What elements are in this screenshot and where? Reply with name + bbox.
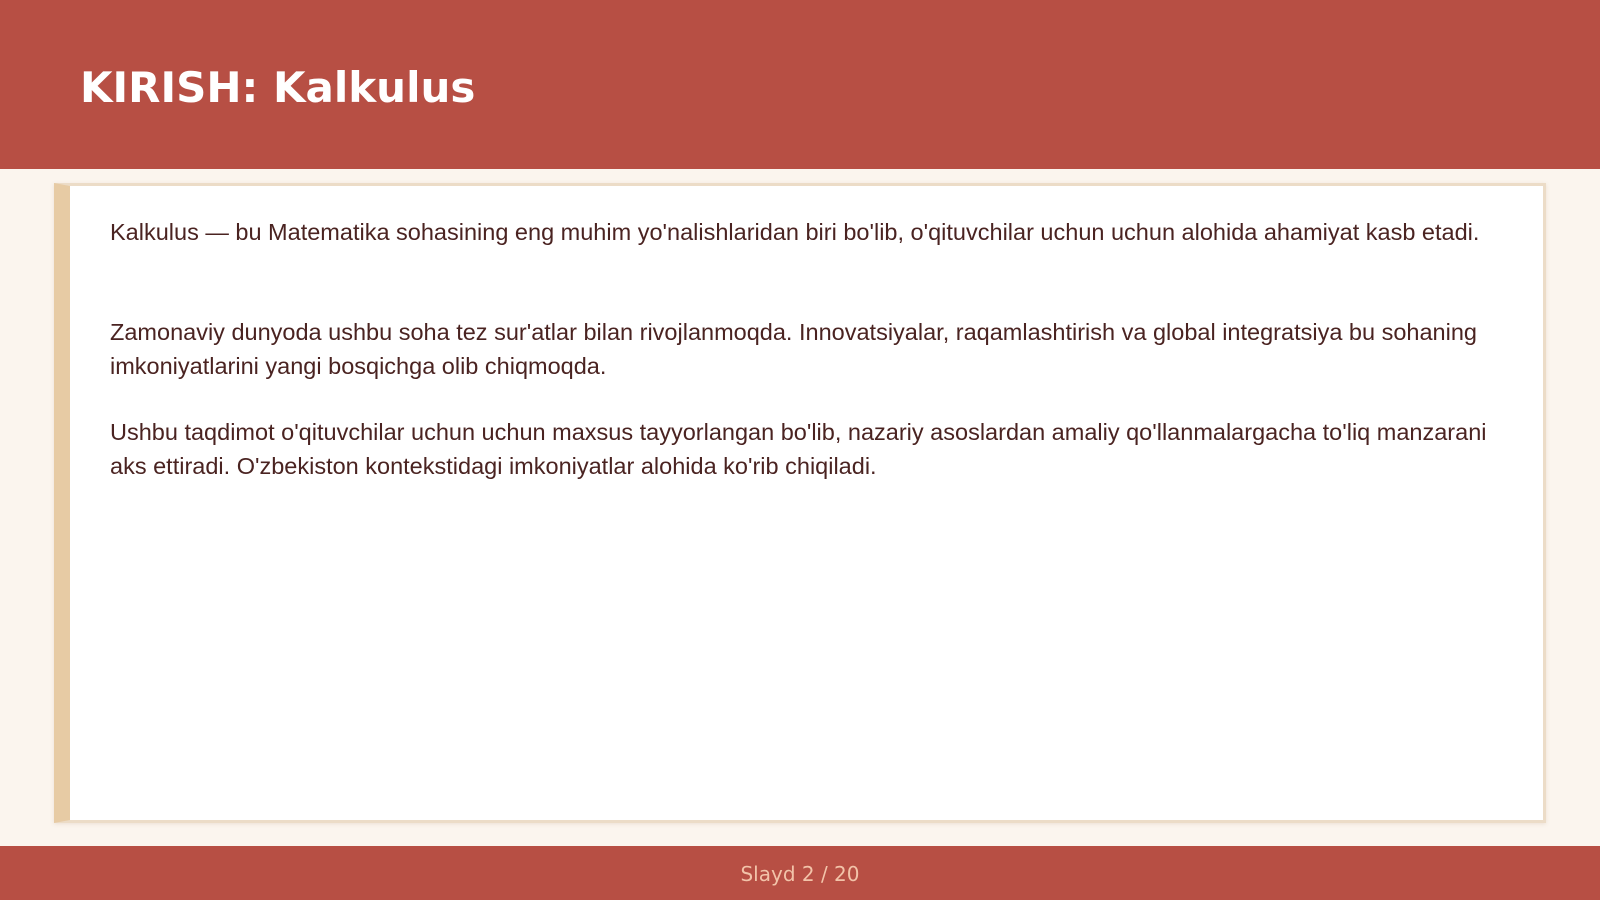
content-card (54, 183, 1546, 823)
modern-world-paragraph: Zamonaviy dunyoda ushbu soha tez sur'atlar bilan rivojlanmoqda. Innovatsiyalar, raqamlashtirish va global integratsiya bu sohaning imkoniyatlarini yangi bosqichga olib chiqmoqda. (110, 319, 1477, 379)
intro-paragraph: Kalkulus — bu Matematika sohasining eng muhim yo'nalishlaridan biri bo'lib, o'qituvchilar uchun uchun alohida ahamiyat kasb etadi. (110, 219, 1480, 245)
presentation-purpose-paragraph: Ushbu taqdimot o'qituvchilar uchun uchun maxsus tayyorlangan bo'lib, nazariy asoslardan amaliy qo'llanmalargacha to'liq manzarani aks ettiradi. O'zbekiston kontekstidagi imkoniyatlar alohida ko'rib chiqiladi. (110, 419, 1487, 479)
slide-header (0, 0, 1600, 169)
slide-title: KIRISH: Kalkulus (80, 63, 476, 112)
slide-footer (0, 846, 1600, 900)
slide-number: Slayd 2 / 20 (740, 862, 860, 886)
